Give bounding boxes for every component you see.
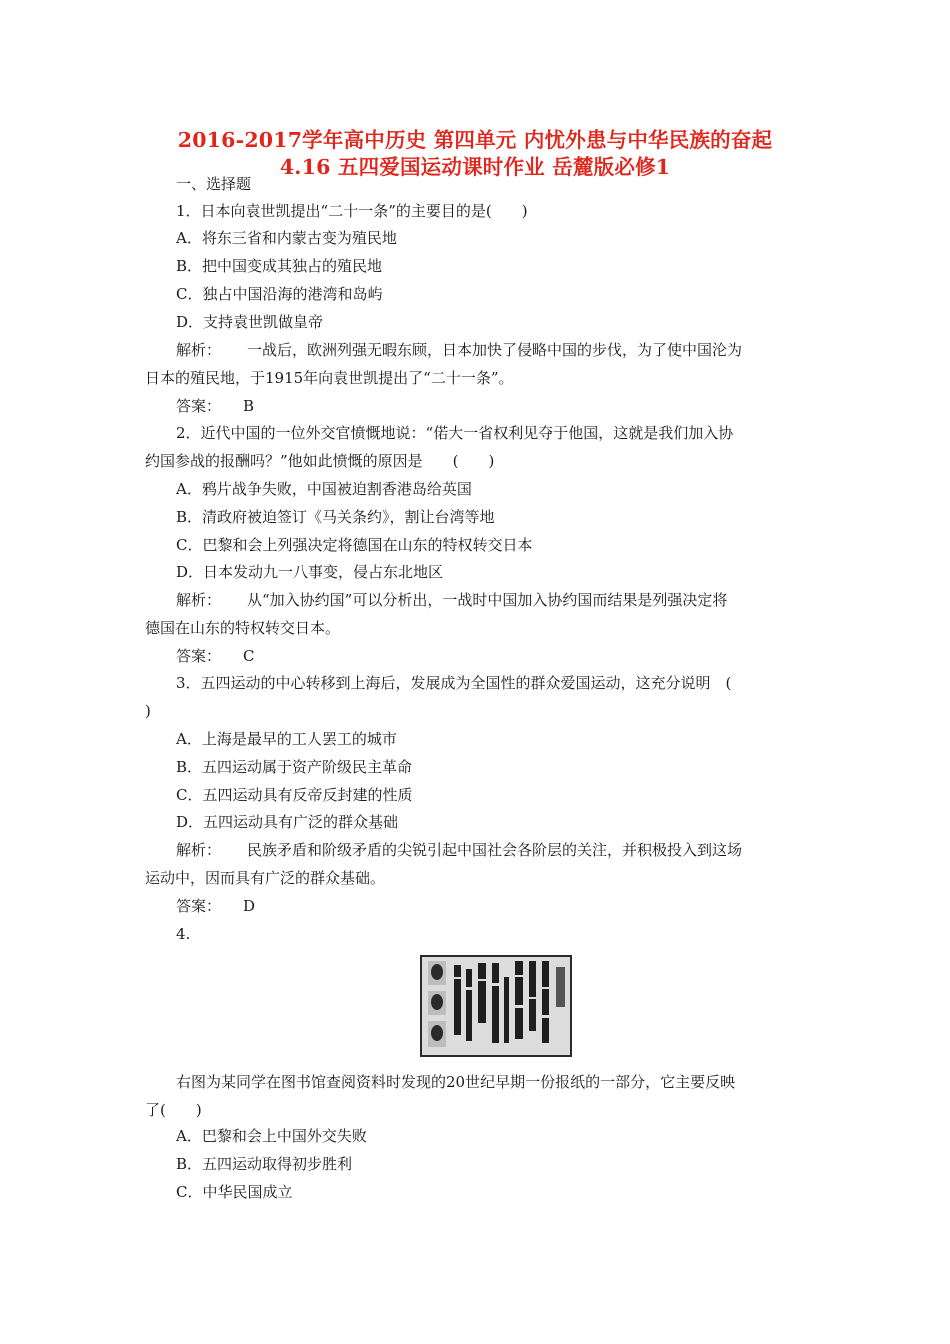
analysis-text: 民族矛盾和阶级矛盾的尖锐引起中国社会各阶层的关注，并积极投入到这场 xyxy=(247,841,743,859)
question-2-analysis-continued: 德国在山东的特权转交日本。 xyxy=(145,619,341,637)
question-2-answer xyxy=(176,646,255,666)
question-1-analysis-continued: 日本的殖民地，于1915年向袁世凯提出了“二十一条”。 xyxy=(145,369,514,387)
answer-label: 答案： xyxy=(176,397,222,415)
question-2-option-a: A．鸦片战争失败，中国被迫割香港岛给英国 xyxy=(176,480,472,498)
question-2-stem: 2．近代中国的一位外交官愤慨地说：“偌大一省权利见夺于他国，这就是我们加入协 xyxy=(176,424,734,442)
question-3-analysis xyxy=(176,840,742,860)
question-1-option-c: C．独占中国沿海的港湾和岛屿 xyxy=(176,285,383,303)
answer-value: B xyxy=(243,397,255,415)
question-4-option-a: A．巴黎和会上中国外交失败 xyxy=(176,1127,367,1145)
question-1-analysis xyxy=(176,340,742,360)
analysis-text: 一战后，欧洲列强无暇东顾，日本加快了侵略中国的步伐，为了使中国沦为 xyxy=(247,341,743,359)
question-2-option-b: B．清政府被迫签订《马关条约》，割让台湾等地 xyxy=(176,508,495,526)
question-1-option-a: A．将东三省和内蒙古变为殖民地 xyxy=(176,229,397,247)
question-4-stem-continued: 了( ) xyxy=(145,1101,202,1119)
question-2-option-d: D．日本发动九一八事变，侵占东北地区 xyxy=(176,563,444,581)
question-4-number: 4. xyxy=(176,925,191,943)
portrait-photo-1 xyxy=(428,961,446,985)
question-3-option-b: B．五四运动属于资产阶级民主革命 xyxy=(176,758,413,776)
answer-label: 答案： xyxy=(176,647,222,665)
document-title-line-1: 2016-2017学年高中历史 第四单元 内忧外患与中华民族的奋起 xyxy=(177,128,773,152)
question-1-option-b: B．把中国变成其独占的殖民地 xyxy=(176,257,383,275)
question-3-answer xyxy=(176,896,255,916)
analysis-label: 解析： xyxy=(176,841,222,859)
question-2-option-c: C．巴黎和会上列强决定将德国在山东的特权转交日本 xyxy=(176,536,533,554)
question-4-option-c: C．中华民国成立 xyxy=(176,1183,293,1201)
question-3-stem: 3．五四运动的中心转移到上海后，发展成为全国性的群众爱国运动，这充分说明 ( xyxy=(176,674,732,692)
section-heading: 一、选择题 xyxy=(176,175,252,193)
document-title-line-2: 4.16 五四爱国运动课时作业 岳麓版必修1 xyxy=(279,155,671,179)
analysis-label: 解析： xyxy=(176,341,222,359)
question-3-option-c: C．五四运动具有反帝反封建的性质 xyxy=(176,786,413,804)
portrait-photo-3 xyxy=(428,1021,446,1047)
answer-label: 答案： xyxy=(176,897,222,915)
question-3-option-a: A．上海是最早的工人罢工的城市 xyxy=(176,730,397,748)
question-4-option-b: B．五四运动取得初步胜利 xyxy=(176,1155,353,1173)
question-1-stem: 1．日本向袁世凯提出“二十一条”的主要目的是( ) xyxy=(176,202,528,220)
question-3-option-d: D．五四运动具有广泛的群众基础 xyxy=(176,813,399,831)
analysis-label: 解析： xyxy=(176,591,222,609)
question-3-stem-continued: ) xyxy=(145,702,151,720)
answer-value: C xyxy=(243,647,255,665)
question-4-stem: 右图为某同学在图书馆查阅资料时发现的20世纪早期一份报纸的一部分，它主要反映 xyxy=(176,1073,736,1091)
question-2-stem-continued: 约国参战的报酬吗？”他如此愤慨的原因是 ( ) xyxy=(145,452,495,470)
newspaper-clipping-image xyxy=(420,955,572,1057)
portrait-photo-2 xyxy=(428,991,446,1015)
answer-value: D xyxy=(243,897,256,915)
question-2-analysis xyxy=(176,590,727,610)
question-1-option-d: D．支持袁世凯做皇帝 xyxy=(176,313,324,331)
question-1-answer xyxy=(176,396,254,416)
analysis-text: 从“加入协约国”可以分析出，一战时中国加入协约国而结果是列强决定将 xyxy=(247,591,728,609)
question-3-analysis-continued: 运动中，因而具有广泛的群众基础。 xyxy=(145,869,386,887)
